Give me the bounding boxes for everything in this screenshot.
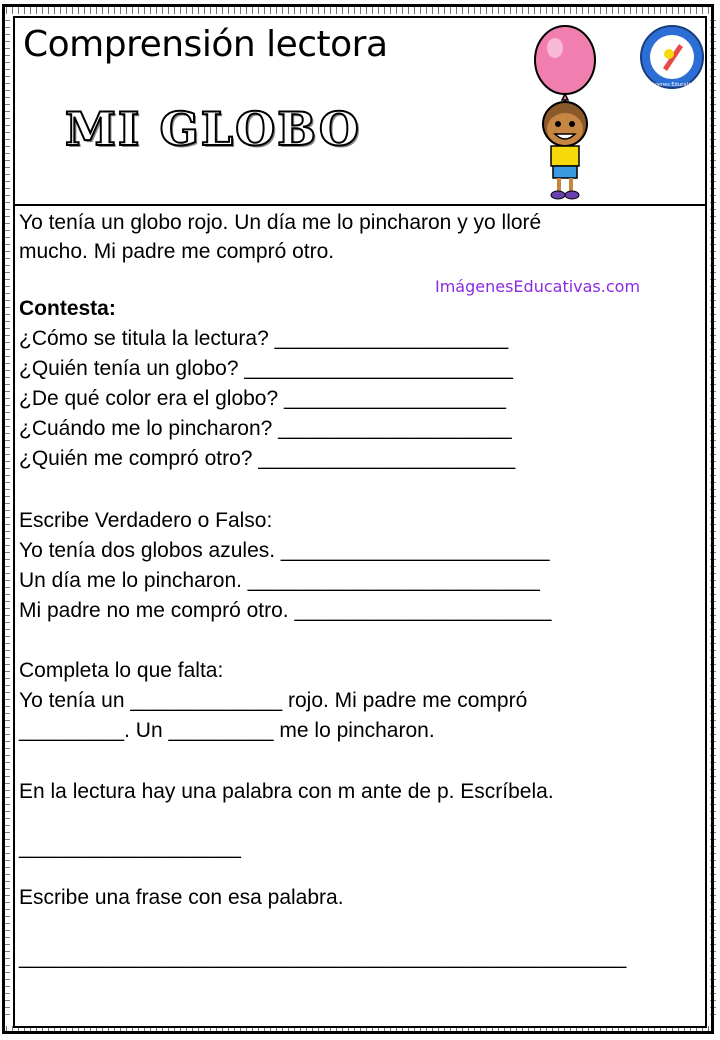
question-1: ¿Cómo se titula la lectura? ____________________ bbox=[19, 327, 509, 350]
educational-logo bbox=[639, 24, 705, 90]
decorative-border-left bbox=[4, 20, 10, 1020]
true-false-item-1: Yo tenía dos globos azules. _______________________ bbox=[19, 539, 550, 562]
balloon-icon bbox=[535, 26, 595, 94]
worksheet bbox=[13, 16, 707, 1028]
complete-line-2: _________. Un _________ me lo pincharon. bbox=[19, 719, 435, 742]
reading-line-1: Yo tenía un globo rojo. Un día me lo pincharon y yo lloré bbox=[19, 211, 542, 234]
balloon-child-illustration bbox=[515, 24, 615, 204]
watermark: ImágenesEducativas.com bbox=[435, 277, 641, 296]
sentence-instruction: Escribe una frase con esa palabra. bbox=[19, 886, 344, 909]
complete-heading: Completa lo que falta: bbox=[19, 659, 224, 682]
question-3: ¿De qué color era el globo? ___________________ bbox=[19, 387, 506, 410]
reading-line-2: mucho. Mi padre me compró otro. bbox=[19, 240, 335, 263]
decorative-border-top bbox=[6, 6, 714, 14]
worksheet-header bbox=[15, 18, 705, 204]
contesta-heading: Contesta: bbox=[19, 297, 116, 320]
question-5: ¿Quién me compró otro? ______________________ bbox=[19, 447, 516, 470]
word-instruction: En la lectura hay una palabra con m ante de p. Escríbela. bbox=[19, 780, 554, 803]
page-title: Comprensión lectora bbox=[23, 24, 388, 65]
true-false-item-3: Mi padre no me compró otro. ______________________ bbox=[19, 599, 552, 622]
story-title: MI GLOBO bbox=[65, 102, 361, 156]
sentence-answer-line: ____________________________________________________ bbox=[19, 946, 627, 969]
question-4: ¿Cuándo me lo pincharon? ____________________ bbox=[19, 417, 512, 440]
true-false-heading: Escribe Verdadero o Falso: bbox=[19, 509, 273, 532]
header-divider bbox=[15, 204, 705, 206]
logo-text: Imágenes Educativas bbox=[645, 82, 699, 88]
question-2: ¿Quién tenía un globo? _______________________ bbox=[19, 357, 513, 380]
complete-line-1: Yo tenía un _____________ rojo. Mi padre me compró bbox=[19, 689, 528, 712]
word-answer-line: ___________________ bbox=[19, 836, 241, 859]
decorative-border-right bbox=[710, 20, 716, 1020]
true-false-item-2: Un día me lo pincharon. _________________________ bbox=[19, 569, 540, 592]
